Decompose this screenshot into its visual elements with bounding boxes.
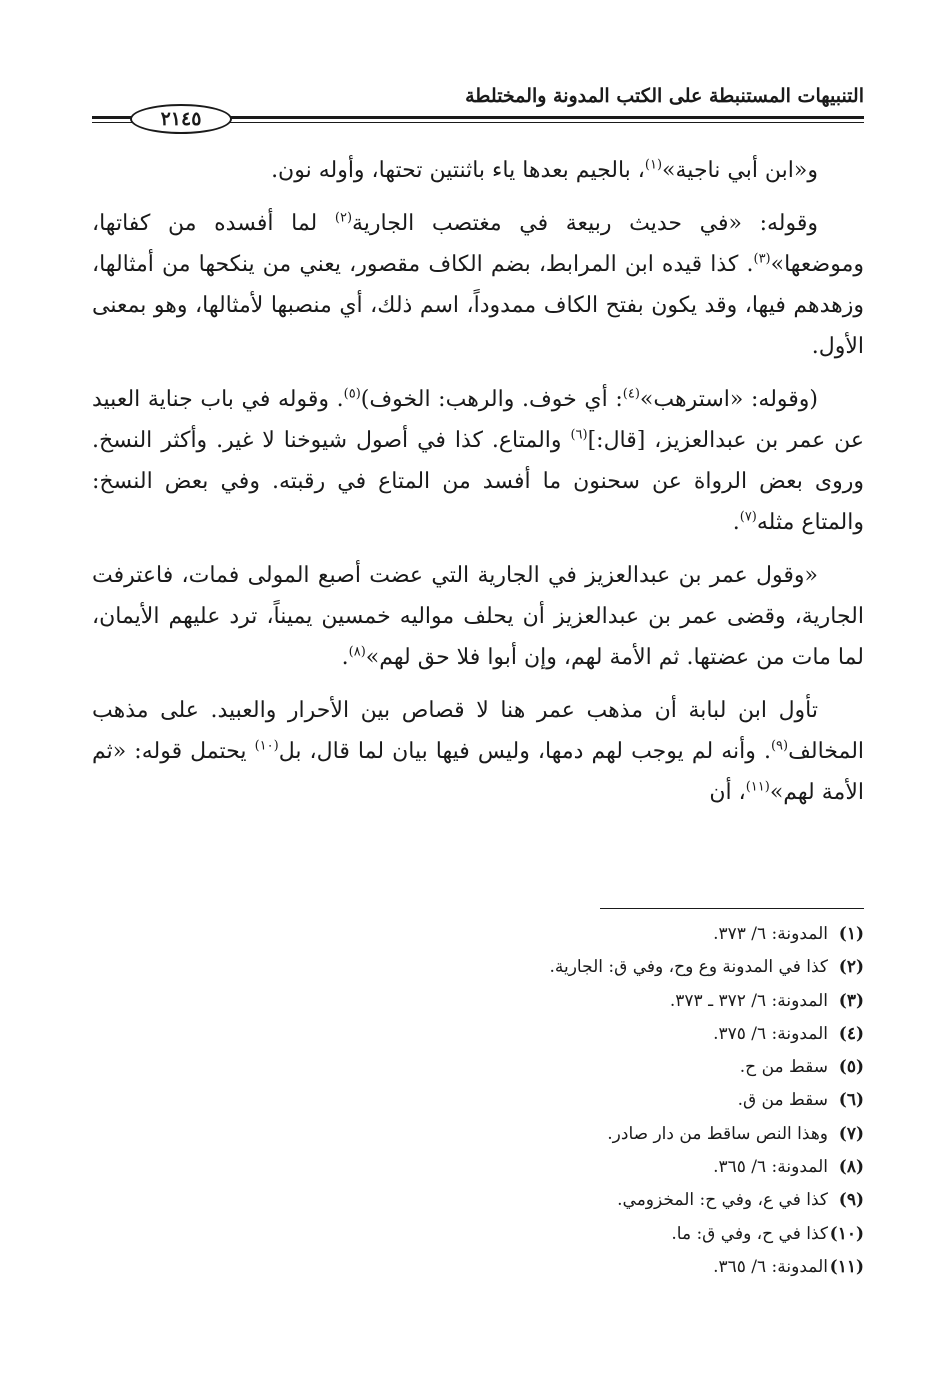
- paragraph-text: تأول ابن لبابة أن مذهب عمر هنا لا قصاص بين الأحرار والعبيد. على مذهب المخالف: [92, 698, 865, 764]
- footnote-text: كذا في ع، وفي ح: المخزومي.: [617, 1190, 828, 1211]
- footnote-ref: (٦): [570, 427, 588, 443]
- footnote-item: [92, 1151, 864, 1184]
- footnotes-list: [92, 918, 864, 1284]
- footnote-number: (١): [838, 924, 864, 944]
- footnote-item: [92, 1118, 864, 1151]
- footnote-item: [92, 985, 864, 1018]
- footnote-number: (١٠): [829, 1223, 864, 1244]
- footnote-ref: (٥): [343, 386, 361, 402]
- paragraph-text: وقوله: «في حديث ربيعة في مغتصب الجارية: [352, 211, 818, 236]
- running-title: التنبيهات المستنبطة على الكتب المدونة والمختلطة: [465, 85, 864, 107]
- footnote-text: سقط من ح.: [739, 1057, 828, 1078]
- footnote-ref: (٩): [770, 738, 789, 754]
- footnote-ref: (١١): [745, 779, 770, 795]
- footnote-ref: (٣): [753, 251, 771, 267]
- main-text: [92, 150, 864, 825]
- footnote-number: (٦): [838, 1090, 864, 1111]
- page-number: ٢١٤٥: [130, 104, 232, 134]
- paragraph-text: يحتمل قوله: «ثم الأمة لهم»: [92, 739, 864, 805]
- footnote-number: (١١): [829, 1256, 864, 1277]
- footnote-text: المدونة: ٦/ ٣٧٢ ـ ٣٧٣.: [669, 990, 828, 1011]
- paragraph-text: لما أفسده من كفاتها، وموضعها»: [92, 211, 864, 277]
- footnote-ref: (٧): [739, 509, 757, 525]
- paragraph-text: والمتاع. كذا في أصول شيوخنا لا غير. وأكثر النسخ. وروى بعض الرواة عن سحنون ما أفسد من المتاع في رقبته. وفي بعض النسخ: والمتاع مثله: [92, 428, 864, 535]
- paragraph: [92, 203, 864, 367]
- footnote-item: [92, 951, 864, 984]
- footnote-number: (٨): [838, 1157, 864, 1178]
- footnote-ref: (٤): [622, 386, 640, 402]
- footnote-ref: (١٠): [254, 738, 279, 754]
- paragraph-text: (وقوله: «استرهب»: [639, 387, 818, 412]
- footnote-item: [92, 1184, 864, 1217]
- paragraph-text: و«ابن أبي ناجية»: [662, 158, 818, 183]
- paragraph: [92, 555, 864, 678]
- footnote-text: المدونة: ٦/ ٣٦٥.: [713, 1256, 828, 1277]
- footnote-text: المدونة: ٦/ ٣٧٥.: [713, 1023, 828, 1044]
- footnote-text: كذا في المدونة وع وح، وفي ق: الجارية.: [549, 957, 828, 978]
- footnote-number: (٢): [838, 957, 864, 978]
- paragraph-text: . وقوله في باب جناية العبيد عن عمر بن عبدالعزيز، [قال:]: [92, 387, 864, 453]
- footnote-text: المدونة: ٦/ ٣٧٣.: [713, 924, 828, 944]
- footnote-text: سقط من ق.: [737, 1090, 828, 1111]
- paragraph-text: ، أن: [709, 780, 746, 805]
- footnote-number: (٩): [838, 1190, 864, 1211]
- footnote-number: (٣): [838, 990, 864, 1011]
- paragraph-text: ، بالجيم بعدها ياء باثنتين تحتها، وأوله نون.: [271, 158, 645, 183]
- footnote-text: وهذا النص ساقط من دار صادر.: [607, 1123, 828, 1144]
- footnote-ref: (٢): [334, 210, 353, 226]
- paragraph-text: «وقول عمر بن عبدالعزيز في الجارية التي عضت أصبع المولى فمات، فاعترفت الجارية، وقضى عمر بن عبدالعزيز أن يحلف مواليه خمسين يميناً، ترد عليهم الأيمان، لما مات من عضتها. ثم الأمة لهم، وإن أبوا فلا حق لهم»: [92, 563, 864, 670]
- footnote-number: (٤): [838, 1023, 864, 1044]
- footnote-item: [92, 1051, 864, 1084]
- footnote-text: كذا في ح، وفي ق: ما.: [671, 1223, 828, 1244]
- footnote-ref: (٨): [348, 644, 366, 660]
- page-header: [92, 82, 864, 130]
- footnote-ref: (١): [644, 157, 663, 173]
- paragraph-text: . كذا قيده ابن المرابط، بضم الكاف مقصور، يعني من ينكحها من أمثالها، وزهدهم فيها، وقد يكون بفتح الكاف ممدوداً، اسم ذلك، أي منصبها لأمثالها، وهو بمعنى الأول.: [92, 252, 864, 359]
- paragraph-text: . وأنه لم يوجب لهم دمها، وليس فيها بيان لما قال، بل: [278, 739, 771, 764]
- paragraph-text: .: [341, 645, 349, 670]
- footnote-item: [92, 1218, 864, 1251]
- footnote-number: (٥): [838, 1057, 864, 1078]
- paragraph: [92, 150, 864, 191]
- footnote-item: [92, 918, 864, 951]
- paragraph: [92, 379, 864, 543]
- paragraph: [92, 690, 864, 813]
- footnote-number: (٧): [838, 1123, 864, 1144]
- footnote-separator: [600, 908, 864, 909]
- paragraph-text: .: [732, 510, 740, 535]
- footnote-item: [92, 1084, 864, 1117]
- footnote-text: المدونة: ٦/ ٣٦٥.: [713, 1157, 828, 1178]
- paragraph-text: : أي خوف. والرهب: الخوف): [360, 387, 623, 412]
- footnote-item: [92, 1018, 864, 1051]
- footnote-item: [92, 1251, 864, 1284]
